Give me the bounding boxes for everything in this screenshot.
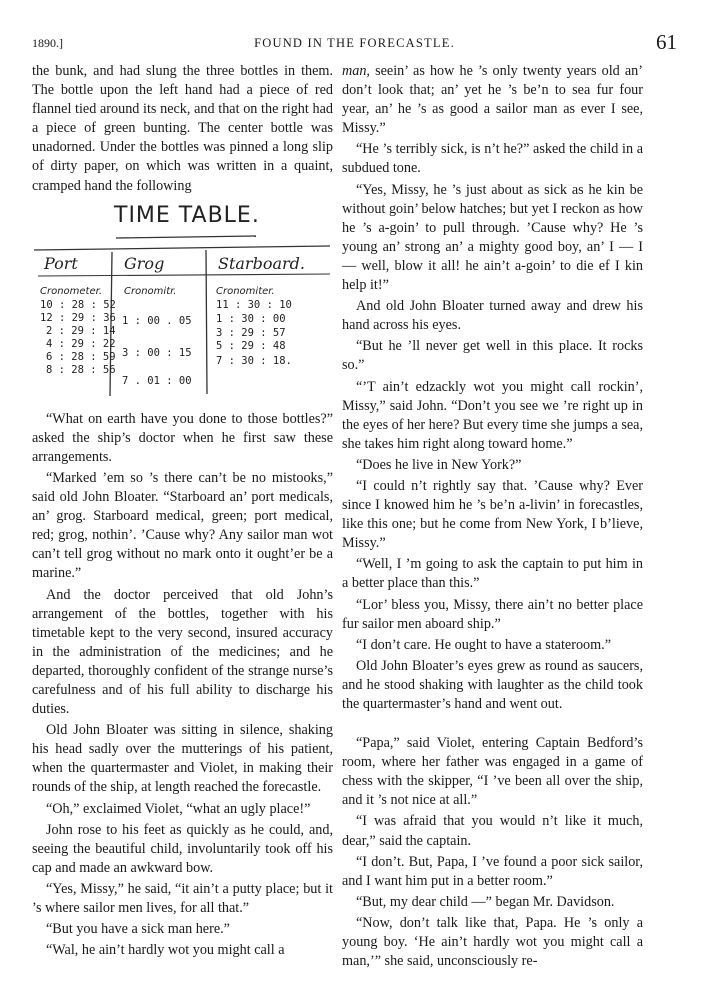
page-number: 61 bbox=[656, 30, 677, 54]
paragraph: “But, my dear child —” began Mr. Davidson. bbox=[356, 893, 615, 910]
paragraph: “’T ain’t edzackly wot you might call rockin’, Missy,” said John. “Don’t you see we ’re right up in the eyes of her here? But every time she jumps a sea, she takes him right along toward home.” bbox=[342, 378, 643, 452]
paragraph: “Marked ’em so ’s there can’t be no mistooks,” said old John Bloater. “Starboard an’ port medicals, an’ grog. Starboard medical, green; port medical, red; grog, nothin’. ’Cause why? Any sailor man wot can’t tell grog without no mark onto it ought’er be a marine.” bbox=[32, 469, 333, 582]
paragraph: “What on earth have you done to those bottles?” asked the ship’s doctor when he first saw these arrangements. bbox=[32, 410, 333, 465]
timetable-cell: 11 : 30 : 10 bbox=[216, 298, 292, 311]
timetable-cell: 3 : 00 : 15 bbox=[122, 346, 192, 359]
paragraph: “I could n’t rightly say that. ’Cause why? Ever since I knowed him he ’s be’n a-livin’ in forecastles, like this one; but he come from New York, I b’lieve, Missy.” bbox=[342, 477, 643, 552]
paragraph: “Papa,” said Violet, entering Captain Bedford’s room, where her father was engaged in a game of chess with the skipper, “I ’ve been all over the ship, and it ’s not nice at all.” bbox=[342, 735, 643, 809]
timetable-cell: 2 : 29 : 14 bbox=[46, 324, 116, 337]
timetable-header-starboard: Starboard. bbox=[218, 253, 305, 273]
timetable-header-grog: Grog bbox=[124, 253, 165, 273]
paragraph: “But you have a sick man here.” bbox=[46, 921, 230, 938]
paragraph: “I don’t care. He ought to have a stateroom.” bbox=[356, 636, 612, 653]
paragraph: “Lor’ bless you, Missy, there ain’t no better place fur sailor men aboard ship.” bbox=[342, 596, 643, 632]
paragraph: And old John Bloater turned away and drew his hand across his eyes. bbox=[342, 298, 643, 334]
timetable-cell: 8 : 28 : 56 bbox=[46, 363, 116, 376]
timetable-cell: 7 : 30 : 18. bbox=[216, 354, 292, 367]
paragraph: “I don’t. But, Papa, I ’ve found a poor sick sailor, and I want him put in a better room.” bbox=[342, 853, 643, 889]
paragraph-text: seein’ as how he ’s only twenty years old an’ don’t look that; an’ yet he ’s be’n to sea fur four year, an’ he ’s as good a sailor man as ever I see, Missy.” bbox=[342, 63, 643, 137]
paragraph: “I was afraid that you would n’t like it much, dear,” said the captain. bbox=[342, 813, 643, 849]
paragraph: “Yes, Missy, he ’s just about as sick as he kin be without goin’ below hatches; but yet I reckon as how he ’s a-goin’ to pull through. ’Cause why? He ’s young an’ strong an’ a mighty good boy, an’ I — I — well, blow it all! he ain’t a-goin’ to die ef I kin help it!” bbox=[342, 181, 643, 294]
timetable-cell: 5 : 29 : 48 bbox=[216, 339, 286, 352]
paragraph: “But he ’ll never get well in this place. It rocks so.” bbox=[342, 338, 643, 374]
timetable-cell: 4 : 29 : 22 bbox=[46, 337, 116, 350]
header-year: 1890.] bbox=[32, 36, 63, 50]
right-column bbox=[342, 62, 643, 971]
paragraph: John rose to his feet as quickly as he could, and, seeing the beautiful child, involuntarily took off his cap and made an awkward bow. bbox=[32, 821, 333, 876]
timetable-cell: 1 : 30 : 00 bbox=[216, 312, 286, 325]
handwritten-timetable bbox=[32, 202, 333, 398]
timetable-cell: 3 : 29 : 57 bbox=[216, 326, 286, 339]
timetable-sub-starboard: Cronomiter. bbox=[216, 285, 275, 297]
timetable-sub-port: Cronometer. bbox=[40, 285, 103, 297]
timetable-sub-grog: Cronomitr. bbox=[124, 285, 177, 297]
left-column bbox=[32, 62, 333, 960]
paragraph: “Oh,” exclaimed Violet, “what an ugly place!” bbox=[46, 800, 311, 817]
paragraph: “Yes, Missy,” he said, “it ain’t a putty place; but it ’s where sailor men lives, for all that.” bbox=[32, 880, 333, 916]
timetable-cell: 10 : 28 : 52 bbox=[40, 298, 116, 311]
paragraph: “Well, I ’m going to ask the captain to put him in a better place than this.” bbox=[342, 556, 643, 592]
timetable-cell: 12 : 29 : 36 bbox=[40, 311, 116, 324]
paragraph bbox=[342, 62, 643, 138]
paragraph: “Now, don’t talk like that, Papa. He ’s only a young boy. ‘He ain’t hardly wot you might call a man,’” she said, unconsciously re- bbox=[342, 914, 643, 970]
paragraph: “He ’s terribly sick, is n’t he?” asked the child in a subdued tone. bbox=[342, 141, 643, 177]
running-header bbox=[32, 32, 677, 56]
paragraph: Old John Bloater’s eyes grew as round as saucers, and he stood shaking with laughter as the child took the quartermaster’s hand and went out. bbox=[342, 657, 643, 712]
timetable-cell: 1 : 00 . 05 bbox=[122, 314, 192, 327]
timetable-title: TIME TABLE. bbox=[114, 202, 260, 228]
italic-word: man, bbox=[342, 63, 370, 79]
timetable-cell: 7 . 01 : 00 bbox=[122, 374, 192, 387]
timetable-cell: 6 : 28 : 59 bbox=[46, 350, 116, 363]
paragraph: “Does he live in New York?” bbox=[356, 456, 522, 473]
paragraph: Old John Bloater was sitting in silence, shaking his head sadly over the mutterings of his patient, when the quartermaster and Violet, in making their rounds of the ship, at length reached the forecastle. bbox=[32, 722, 333, 796]
header-title: FOUND IN THE FORECASTLE. bbox=[254, 36, 455, 50]
paragraph: “Wal, he ain’t hardly wot you might call a bbox=[46, 942, 285, 959]
timetable-header-port: Port bbox=[44, 253, 78, 273]
paragraph: the bunk, and had slung the three bottles in them. The bottle upon the left hand had a piece of red flannel tied around its neck, and that on the right had a piece of green bunting. The center bottle was unadorned. Under the bottles was pinned a long slip of dirty paper, on which was written in a quaint, cramped hand the following bbox=[32, 63, 333, 194]
paragraph: And the doctor perceived that old John’s arrangement of the bottles, together with his timetable kept to the very second, insured accuracy in the administration of the medicines; and he departed, thoroughly confident of the strange nurse’s carefulness and of his full ability to discharge his duties. bbox=[32, 586, 333, 718]
